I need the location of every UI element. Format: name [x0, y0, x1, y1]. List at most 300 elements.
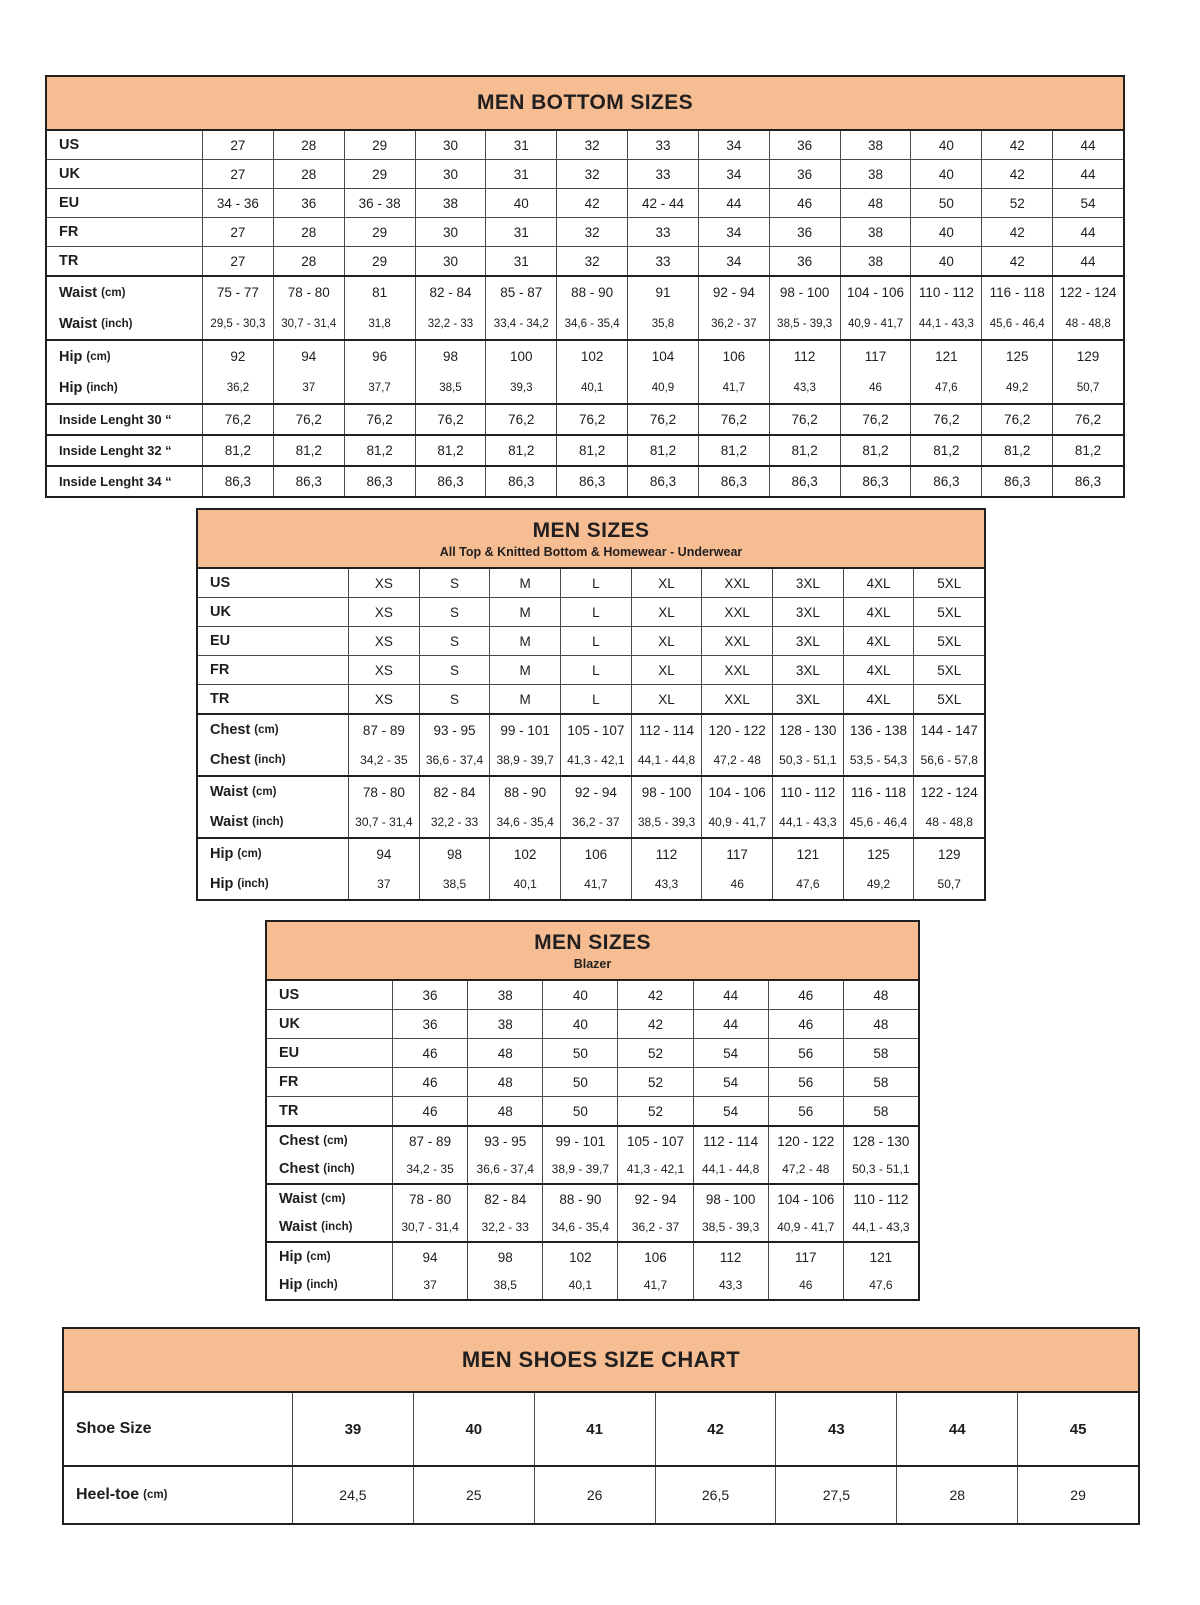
- table-cell: 76,2: [981, 405, 1052, 434]
- table-cell: 36,2 - 37: [617, 1213, 692, 1241]
- table-cell: 50: [542, 1068, 617, 1096]
- table-cell: 81: [344, 277, 415, 308]
- table-cell: 38,5 - 39,3: [693, 1213, 768, 1241]
- table-cell: 36: [273, 189, 344, 217]
- table-cell: XL: [631, 685, 702, 713]
- table-cell: 34,2 - 35: [392, 1155, 467, 1183]
- table-cell: XS: [348, 685, 419, 713]
- table-cell: 50: [542, 1097, 617, 1125]
- row-label: [198, 569, 348, 597]
- table-row: [267, 1213, 918, 1241]
- table-cell: 34: [698, 131, 769, 159]
- table-cell: 86,3: [485, 467, 556, 496]
- table-cell: 5XL: [913, 685, 984, 713]
- table-cell: 52: [617, 1068, 692, 1096]
- table-cell: 88 - 90: [489, 777, 560, 807]
- table-row: [64, 1393, 1138, 1465]
- table-cell: 104 - 106: [768, 1185, 843, 1213]
- row-label: [47, 372, 202, 403]
- table-cell: 29: [1017, 1467, 1138, 1523]
- table-row: [64, 1467, 1138, 1523]
- table-row: [198, 745, 984, 775]
- table-block: [47, 403, 1123, 434]
- table-row: [267, 981, 918, 1009]
- table-cell: 38,5: [415, 372, 486, 403]
- table-cell: 98 - 100: [769, 277, 840, 308]
- table-cell: 44: [896, 1393, 1017, 1465]
- table-cell: 81,2: [769, 436, 840, 465]
- table-cell: 88 - 90: [542, 1185, 617, 1213]
- table-cell: 40,9 - 41,7: [701, 807, 772, 837]
- table-cell: 56: [768, 1039, 843, 1067]
- table-cell: 40: [542, 981, 617, 1009]
- row-label: [198, 656, 348, 684]
- table-cell: 38: [467, 1010, 542, 1038]
- table-cell: 86,3: [769, 467, 840, 496]
- table-row: [267, 1068, 918, 1096]
- row-label: [47, 247, 202, 275]
- table-cell: 144 - 147: [913, 715, 984, 745]
- table-cell: 49,2: [843, 869, 914, 899]
- table-cell: 76,2: [202, 405, 273, 434]
- row-label: [198, 685, 348, 713]
- table-title: MEN BOTTOM SIZES: [476, 91, 694, 114]
- row-label-unit: (inch): [323, 1163, 355, 1175]
- table-cell: 49,2: [981, 372, 1052, 403]
- table-row: [47, 189, 1123, 217]
- row-label-unit: (cm): [101, 286, 126, 299]
- table-cell: 39: [292, 1393, 413, 1465]
- table-cell: 92 - 94: [698, 277, 769, 308]
- table-cell: L: [560, 685, 631, 713]
- table-block: [198, 597, 984, 626]
- table-cell: XL: [631, 656, 702, 684]
- row-label-text: Waist: [279, 1219, 318, 1235]
- table-cell: 54: [693, 1039, 768, 1067]
- table-cell: 86,3: [273, 467, 344, 496]
- table-cell: S: [419, 569, 490, 597]
- table-cell: 50,3 - 51,1: [843, 1155, 918, 1183]
- table-cell: 81,2: [1052, 436, 1123, 465]
- table-cell: 33,4 - 34,2: [485, 308, 556, 339]
- table-cell: 117: [768, 1243, 843, 1271]
- table-block: [267, 1038, 918, 1067]
- row-label-text: Chest: [210, 722, 251, 738]
- row-label: [198, 745, 348, 775]
- table-row: [198, 777, 984, 807]
- table-cell: 47,2 - 48: [701, 745, 772, 775]
- table-cell: 45: [1017, 1393, 1138, 1465]
- row-label-text: UK: [279, 1016, 300, 1032]
- table-cell: 44: [693, 981, 768, 1009]
- table-cell: 38: [840, 160, 911, 188]
- row-label-unit: (inch): [237, 878, 269, 890]
- table-cell: 40: [910, 247, 981, 275]
- table-cell: 29: [344, 218, 415, 246]
- table-cell: M: [489, 685, 560, 713]
- table-cell: L: [560, 598, 631, 626]
- table-cell: 30: [415, 160, 486, 188]
- table-header: [64, 1329, 1138, 1393]
- table-cell: 38: [415, 189, 486, 217]
- row-label-unit: (inch): [321, 1221, 353, 1233]
- table-cell: 86,3: [1052, 467, 1123, 496]
- table-cell: 4XL: [843, 598, 914, 626]
- table-cell: 38: [840, 218, 911, 246]
- row-label: [267, 981, 392, 1009]
- table-cell: 33: [627, 131, 698, 159]
- table-cell: 40: [910, 131, 981, 159]
- table-header: [47, 77, 1123, 131]
- table-cell: 46: [769, 189, 840, 217]
- men-sizes-tops-table: [196, 508, 986, 901]
- table-block: [267, 1125, 918, 1183]
- table-row: [198, 715, 984, 745]
- table-cell: 4XL: [843, 569, 914, 597]
- row-label: [198, 598, 348, 626]
- row-label: [267, 1097, 392, 1125]
- table-cell: 42: [556, 189, 627, 217]
- table-cell: 81,2: [698, 436, 769, 465]
- table-cell: 112 - 114: [631, 715, 702, 745]
- table-cell: 32: [556, 218, 627, 246]
- table-cell: 28: [896, 1467, 1017, 1523]
- table-block: [47, 188, 1123, 217]
- table-cell: 30: [415, 218, 486, 246]
- table-cell: 5XL: [913, 569, 984, 597]
- row-label-text: FR: [210, 662, 230, 678]
- table-cell: 44,1 - 43,3: [772, 807, 843, 837]
- table-cell: 44: [1052, 247, 1123, 275]
- table-cell: 76,2: [910, 405, 981, 434]
- table-cell: 46: [768, 1010, 843, 1038]
- table-cell: 45,6 - 46,4: [843, 807, 914, 837]
- table-cell: 34,6 - 35,4: [542, 1213, 617, 1241]
- table-cell: 76,2: [556, 405, 627, 434]
- table-row: [198, 685, 984, 713]
- table-cell: 36: [769, 247, 840, 275]
- table-cell: 102: [556, 341, 627, 372]
- row-label-text: EU: [279, 1045, 300, 1061]
- table-cell: 42: [617, 1010, 692, 1038]
- table-cell: 44,1 - 43,3: [910, 308, 981, 339]
- table-row: [198, 569, 984, 597]
- table-block: [198, 655, 984, 684]
- table-cell: 29,5 - 30,3: [202, 308, 273, 339]
- row-label-unit: (inch): [254, 754, 286, 766]
- row-label: [267, 1127, 392, 1155]
- table-cell: 44: [698, 189, 769, 217]
- table-cell: 48: [840, 189, 911, 217]
- table-cell: 41,3 - 42,1: [617, 1155, 692, 1183]
- table-cell: 42: [655, 1393, 776, 1465]
- table-cell: 28: [273, 131, 344, 159]
- table-cell: 50: [542, 1039, 617, 1067]
- row-label: [267, 1039, 392, 1067]
- table-row: [47, 247, 1123, 275]
- table-title: MEN SIZES: [534, 930, 651, 954]
- table-cell: 76,2: [485, 405, 556, 434]
- table-cell: 81,2: [273, 436, 344, 465]
- table-cell: XS: [348, 627, 419, 655]
- table-cell: 40,9 - 41,7: [840, 308, 911, 339]
- table-cell: 5XL: [913, 598, 984, 626]
- table-row: [267, 1127, 918, 1155]
- row-label: [47, 308, 202, 339]
- row-label: [267, 1155, 392, 1183]
- row-label: [47, 405, 202, 434]
- table-block: [267, 1096, 918, 1125]
- table-cell: 36: [392, 1010, 467, 1038]
- table-cell: 43,3: [693, 1271, 768, 1299]
- table-cell: 104 - 106: [840, 277, 911, 308]
- table-cell: 36,6 - 37,4: [467, 1155, 542, 1183]
- table-cell: 47,6: [843, 1271, 918, 1299]
- table-cell: S: [419, 598, 490, 626]
- table-cell: 27: [202, 160, 273, 188]
- table-row: [47, 341, 1123, 372]
- table-cell: M: [489, 569, 560, 597]
- table-cell: 41,7: [560, 869, 631, 899]
- table-block: [198, 837, 984, 899]
- table-cell: 76,2: [698, 405, 769, 434]
- table-block: [198, 569, 984, 597]
- table-cell: 87 - 89: [392, 1127, 467, 1155]
- table-block: [267, 1009, 918, 1038]
- table-cell: M: [489, 627, 560, 655]
- table-row: [47, 308, 1123, 339]
- table-row: [267, 1010, 918, 1038]
- table-cell: 33: [627, 160, 698, 188]
- row-label-text: Hip: [210, 846, 234, 862]
- table-cell: 40: [413, 1393, 534, 1465]
- table-subtitle: Blazer: [573, 956, 612, 971]
- table-cell: 46: [701, 869, 772, 899]
- men-bottom-sizes-table: [45, 75, 1125, 498]
- table-cell: 110 - 112: [910, 277, 981, 308]
- table-cell: XL: [631, 598, 702, 626]
- table-cell: 121: [910, 341, 981, 372]
- table-cell: 24,5: [292, 1467, 413, 1523]
- table-cell: 39,3: [485, 372, 556, 403]
- table-cell: 38,9 - 39,7: [489, 745, 560, 775]
- table-cell: 4XL: [843, 627, 914, 655]
- row-label-text: EU: [210, 633, 231, 649]
- table-block: [198, 713, 984, 775]
- table-cell: 42: [981, 218, 1052, 246]
- row-label: [64, 1393, 292, 1465]
- row-label-text: EU: [59, 195, 80, 211]
- table-cell: 56,6 - 57,8: [913, 745, 984, 775]
- table-row: [198, 807, 984, 837]
- table-cell: 76,2: [769, 405, 840, 434]
- row-label-text: FR: [59, 224, 79, 240]
- table-subtitle: All Top & Knitted Bottom & Homewear - Underwear: [439, 544, 743, 559]
- row-label-text: FR: [279, 1074, 299, 1090]
- table-cell: 122 - 124: [913, 777, 984, 807]
- table-cell: 47,6: [910, 372, 981, 403]
- table-cell: XXL: [701, 685, 772, 713]
- table-cell: 41,7: [698, 372, 769, 403]
- table-cell: 88 - 90: [556, 277, 627, 308]
- table-cell: 99 - 101: [489, 715, 560, 745]
- row-label-text: Chest: [279, 1133, 320, 1149]
- table-cell: 112 - 114: [693, 1127, 768, 1155]
- row-label: [47, 218, 202, 246]
- table-cell: 31: [485, 131, 556, 159]
- table-cell: 40: [542, 1010, 617, 1038]
- table-block: [47, 465, 1123, 496]
- table-title: MEN SIZES: [532, 518, 650, 542]
- table-cell: 27: [202, 247, 273, 275]
- table-cell: 28: [273, 160, 344, 188]
- table-cell: 32,2 - 33: [419, 807, 490, 837]
- table-cell: 82 - 84: [415, 277, 486, 308]
- table-cell: 37: [392, 1271, 467, 1299]
- table-cell: 129: [1052, 341, 1123, 372]
- table-cell: 58: [843, 1097, 918, 1125]
- table-cell: 42: [981, 160, 1052, 188]
- table-row: [198, 869, 984, 899]
- table-block: [198, 684, 984, 713]
- table-block: [47, 275, 1123, 339]
- table-block: [47, 246, 1123, 275]
- row-label-unit: (cm): [86, 350, 111, 363]
- row-label-text: Chest: [279, 1161, 320, 1177]
- row-label: [267, 1271, 392, 1299]
- row-label: [198, 839, 348, 869]
- table-cell: 45,6 - 46,4: [981, 308, 1052, 339]
- table-cell: 112: [693, 1243, 768, 1271]
- table-cell: 32,2 - 33: [415, 308, 486, 339]
- table-row: [47, 160, 1123, 188]
- table-cell: 3XL: [772, 569, 843, 597]
- table-cell: 94: [273, 341, 344, 372]
- table-block: [47, 339, 1123, 403]
- table-cell: 29: [344, 247, 415, 275]
- row-label-unit: (cm): [254, 724, 279, 736]
- table-cell: 38: [840, 131, 911, 159]
- table-cell: 46: [768, 981, 843, 1009]
- table-cell: 30,7 - 31,4: [273, 308, 344, 339]
- table-header: [267, 922, 918, 981]
- row-label: [198, 807, 348, 837]
- table-cell: 98: [467, 1243, 542, 1271]
- table-cell: 110 - 112: [772, 777, 843, 807]
- table-cell: 44: [1052, 131, 1123, 159]
- table-cell: 76,2: [1052, 405, 1123, 434]
- table-cell: 36,2: [202, 372, 273, 403]
- table-cell: 36: [769, 160, 840, 188]
- table-cell: 41,3 - 42,1: [560, 745, 631, 775]
- table-cell: 81,2: [344, 436, 415, 465]
- row-label-text: Waist: [279, 1191, 318, 1207]
- table-cell: 32,2 - 33: [467, 1213, 542, 1241]
- table-cell: 50,7: [913, 869, 984, 899]
- table-cell: 106: [617, 1243, 692, 1271]
- table-block: [267, 1183, 918, 1241]
- table-cell: 54: [1052, 189, 1123, 217]
- table-cell: 38,5: [419, 869, 490, 899]
- table-cell: 30,7 - 31,4: [392, 1213, 467, 1241]
- table-cell: 4XL: [843, 685, 914, 713]
- table-row: [47, 277, 1123, 308]
- table-cell: 25: [413, 1467, 534, 1523]
- table-cell: 38: [840, 247, 911, 275]
- table-cell: 36,2 - 37: [698, 308, 769, 339]
- row-label-unit: (cm): [237, 848, 262, 860]
- table-cell: 46: [768, 1271, 843, 1299]
- table-cell: 38,9 - 39,7: [542, 1155, 617, 1183]
- table-cell: 34: [698, 218, 769, 246]
- table-cell: 86,3: [981, 467, 1052, 496]
- table-cell: 112: [631, 839, 702, 869]
- table-cell: 76,2: [273, 405, 344, 434]
- table-row: [267, 1185, 918, 1213]
- row-label-text: TR: [210, 691, 230, 707]
- table-cell: 128 - 130: [772, 715, 843, 745]
- table-cell: L: [560, 569, 631, 597]
- table-cell: S: [419, 627, 490, 655]
- row-label-unit: (inch): [252, 816, 284, 828]
- row-label: [47, 436, 202, 465]
- table-row: [267, 1271, 918, 1299]
- table-title: MEN SHOES SIZE CHART: [461, 1347, 741, 1372]
- table-cell: L: [560, 627, 631, 655]
- table-cell: 86,3: [344, 467, 415, 496]
- row-label-text: TR: [279, 1103, 299, 1119]
- men-sizes-blazer-table: [265, 920, 920, 1301]
- table-cell: 76,2: [415, 405, 486, 434]
- table-cell: 42: [617, 981, 692, 1009]
- table-cell: 76,2: [344, 405, 415, 434]
- table-cell: 110 - 112: [843, 1185, 918, 1213]
- table-cell: 46: [840, 372, 911, 403]
- table-cell: S: [419, 685, 490, 713]
- table-cell: 36: [769, 218, 840, 246]
- table-cell: 136 - 138: [843, 715, 914, 745]
- table-cell: 30: [415, 247, 486, 275]
- table-block: [47, 131, 1123, 159]
- row-label-unit: (inch): [101, 317, 133, 330]
- table-cell: 32: [556, 131, 627, 159]
- table-cell: 36: [392, 981, 467, 1009]
- table-cell: 3XL: [772, 656, 843, 684]
- table-cell: 27: [202, 131, 273, 159]
- table-cell: 26: [534, 1467, 655, 1523]
- table-cell: 50: [910, 189, 981, 217]
- table-cell: 81,2: [840, 436, 911, 465]
- table-cell: 50,7: [1052, 372, 1123, 403]
- table-cell: 86,3: [698, 467, 769, 496]
- table-cell: 48: [467, 1097, 542, 1125]
- table-cell: 112: [769, 341, 840, 372]
- table-cell: 117: [840, 341, 911, 372]
- table-block: [47, 159, 1123, 188]
- table-cell: 50,3 - 51,1: [772, 745, 843, 775]
- table-cell: 125: [981, 341, 1052, 372]
- row-label: [267, 1213, 392, 1241]
- row-label-text: US: [210, 575, 231, 591]
- row-label: [198, 627, 348, 655]
- table-cell: 52: [617, 1039, 692, 1067]
- table-cell: 38,5 - 39,3: [769, 308, 840, 339]
- table-cell: XS: [348, 598, 419, 626]
- table-cell: 92: [202, 341, 273, 372]
- table-cell: 93 - 95: [467, 1127, 542, 1155]
- table-cell: 33: [627, 247, 698, 275]
- table-cell: 76,2: [840, 405, 911, 434]
